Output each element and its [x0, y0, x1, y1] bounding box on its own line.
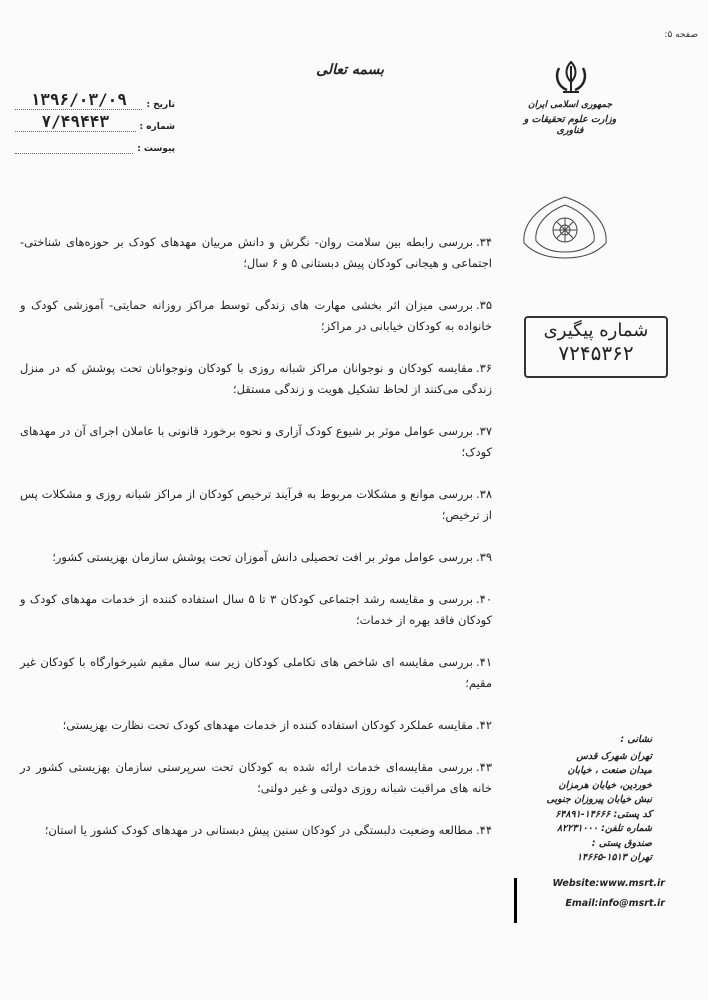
list-item — [20, 421, 492, 463]
ministry-title: وزارت علوم تحقیقات و فناوری — [523, 114, 617, 136]
number-row — [15, 110, 175, 132]
item-number: ۳۵. — [475, 298, 492, 312]
po-box-label: صندوق پستی : — [591, 837, 652, 849]
item-number: ۳۷. — [475, 424, 492, 438]
list-item — [20, 358, 492, 400]
attachment-label: پیوست : — [137, 144, 175, 154]
list-item — [20, 547, 492, 568]
address-line: نبش خیابان پیروزان جنوبی — [546, 794, 652, 805]
item-number: ۴۰. — [476, 592, 493, 606]
date-value: ۱۳۹۶/۰۳/۰۹ — [15, 91, 142, 110]
list-item — [20, 295, 492, 337]
list-item — [20, 652, 492, 694]
item-number: ۳۶. — [475, 361, 492, 375]
date-label: تاریخ : — [146, 100, 175, 110]
number-value: ۷/۴۹۴۴۳ — [15, 113, 136, 132]
attachment-row — [15, 132, 175, 154]
item-text: مقایسه کودکان و نوجوانان مراکز شبانه روزی با کودکان ونوجوانان تحت پوشش که در منزل زندگی می‌کنند از لحاظ تشکیل هویت و زندگی مستقل؛ — [20, 361, 492, 396]
list-item — [20, 757, 492, 799]
address-line: خوردین، خیابان هرمزان — [558, 779, 652, 791]
item-text: مقایسه عملکرد کودکان استفاده کننده از خدمات مهدهای کودک تحت نظارت بهزیستی؛ — [62, 718, 473, 732]
item-number: ۴۱. — [475, 655, 492, 669]
address-label: نشانی : — [620, 734, 652, 745]
ornament-icon — [520, 195, 610, 260]
item-text: بررسی و مقایسه رشد اجتماعی کودکان ۳ تا ۵ سال استفاده کننده از خدمات مهدهای کودک و کودکان فاقد بهره از خدمات؛ — [20, 592, 492, 627]
attachment-value — [15, 153, 133, 154]
item-number: ۳۴. — [475, 235, 492, 249]
item-text: بررسی میزان اثر بخشی مهارت های زندگی توسط مراکز روزانه حمایتی- آموزشی کودک و خانواده به کودکان خیابانی در مراکز؛ — [20, 298, 492, 333]
email-link[interactable]: Email:info@msrt.ir — [565, 898, 665, 909]
address-line: میدان صنعت ، خیابان — [567, 765, 652, 776]
tracking-title: شماره پیگیری — [543, 320, 649, 341]
phone-number: شماره تلفن: ۸۲۲۳۱۰۰۰ — [557, 823, 652, 834]
item-text: بررسی عوامل موثر بر شیوع کودک آزاری و نحوه برخورد قانونی با عاملان اجرای آن در مهدهای کودک؛ — [20, 424, 492, 459]
iran-emblem-icon — [551, 58, 591, 98]
item-text: مطالعه وضعیت دلبستگی در کودکان سنین پیش دبستانی در مهدهای کودک کشور یا استان؛ — [44, 823, 473, 837]
item-text: بررسی عوامل موثر بر افت تحصیلی دانش آموزان تحت پوشش سازمان بهزیستی کشور؛ — [52, 550, 473, 564]
item-text: بررسی مقایسه ای شاخص های تکاملی کودکان زیر سه سال مقیم شیرخوارگاه با کودکان غیر مقیم؛ — [20, 655, 492, 690]
item-text: بررسی موانع و مشکلات مربوط به فرآیند ترخیص کودکان از مراکز شبانه روزی و مشکلات پس از ترخیص؛ — [20, 487, 492, 522]
item-text: بررسی مقایسه‌ای خدمات ارائه شده به کودکان تحت سرپرستی سازمان بهزیستی کشور در خانه های مراقبت شبانه روزی دولتی و غیر دولتی؛ — [20, 760, 492, 795]
country-name: جمهوری اسلامی ایران — [527, 100, 613, 110]
list-item — [20, 232, 492, 274]
letter-meta — [15, 88, 175, 154]
tracking-number: ۷۲۴۵۳۶۲ — [558, 341, 634, 365]
ministry-name — [510, 100, 630, 136]
tracking-stamp — [524, 316, 668, 378]
number-label: شماره : — [139, 122, 175, 132]
address-block — [502, 733, 652, 866]
item-number: ۴۴. — [475, 823, 492, 837]
item-number: ۴۳. — [475, 760, 492, 774]
research-topics-list — [20, 232, 492, 862]
list-item — [20, 589, 492, 631]
website-link[interactable]: Website:www.msrt.ir — [552, 878, 665, 889]
list-item — [20, 715, 492, 736]
item-number: ۴۲. — [475, 718, 492, 732]
date-row — [15, 88, 175, 110]
basmala-heading: بسمه تعالی — [316, 62, 384, 78]
address-line: تهران شهرک قدس — [576, 750, 652, 762]
list-item — [20, 484, 492, 526]
postal-code: کد پستی: ۱۴۶۶۶-۶۴۸۹۱ — [555, 808, 652, 820]
item-text: بررسی رابطه بین سلامت روان- نگرش و دانش مربیان مهدهای کودک بر حوزه‌های شناختی- اجتماعی و هیجانی کودکان پیش دبستانی ۵ و ۶ سال؛ — [20, 235, 492, 270]
item-number: ۳۹. — [475, 550, 492, 564]
item-number: ۳۸. — [475, 487, 492, 501]
page-number: صفحه ۵: — [664, 30, 698, 40]
po-box: تهران ۱۵۱۳-۱۴۶۶۵ — [576, 852, 652, 863]
list-item — [20, 820, 492, 841]
